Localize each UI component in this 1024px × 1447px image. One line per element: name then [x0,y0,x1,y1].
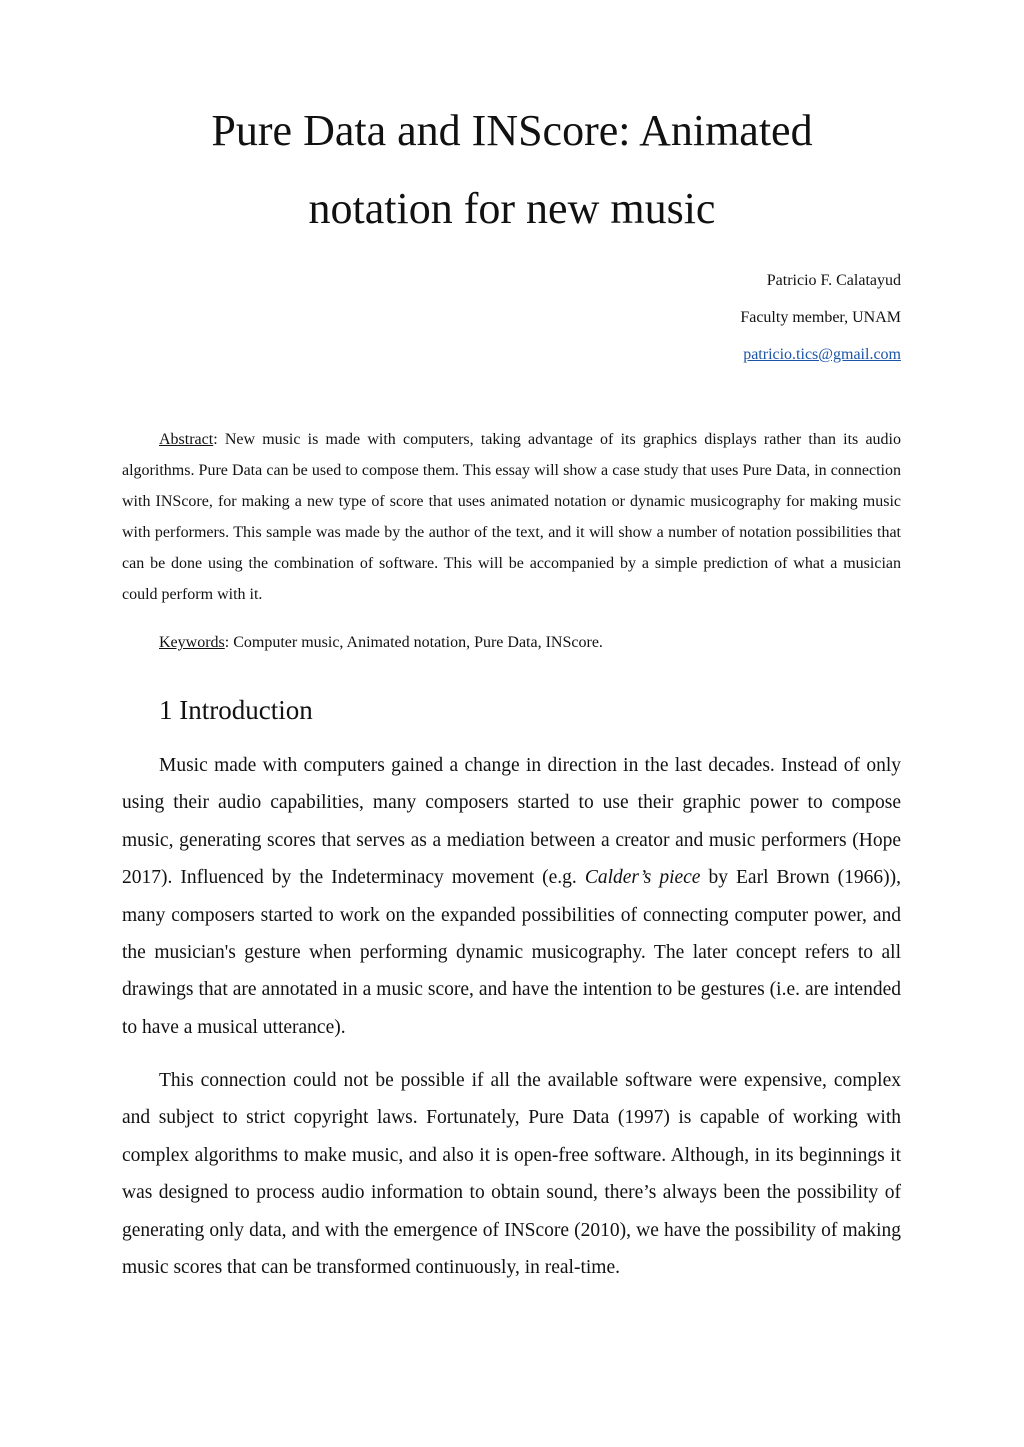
abstract-text: : New music is made with computers, taking advantage of its graphics displays rather than its audio algorithms. Pure Data can be used to compose them. This essay will show a case study that uses Pure Data, in connection with INScore, for making a new type of score that uses animated notation or dynamic musicography for making music with performers. This sample was made by the author of the text, and it will show a number of notation possibilities that can be done using the combination of software. This will be accompanied by a simple prediction of what a musician could perform with it. [122,431,901,603]
title-line-1: Pure Data and INScore: Animated [211,106,813,155]
introduction-paragraph-2: This connection could not be possible if all the available software were expensive, complex and subject to strict copyright laws. Fortunately, Pure Data (1997) is capable of working with complex algorithms to make music, and also it is open-free software. Although, in its beginnings it was designed to process audio information to obtain sound, there’s always been the possibility of generating only data, and with the emergence of INScore (2010), we have the possibility of making music scores that can be transformed continuously, in real-time. [122,1070,901,1279]
introduction-paragraph-1 [122,747,901,1046]
author-email-link[interactable]: patricio.tics@gmail.com [743,346,901,363]
keywords-text: : Computer music, Animated notation, Pure Data, INScore. [224,634,603,651]
abstract-label: Abstract [159,431,214,448]
keywords-label: Keywords [159,634,225,651]
paper-title [0,92,1024,248]
abstract-paragraph [122,424,901,610]
para1-text-end: by Earl Brown (1966)), many composers started to work on the expanded possibilities of connecting computer power, and the musician's gesture when performing dynamic musicography. The later concept refers to all drawings that are annotated in a music score, and have the intention to be gestures (i.e. are intended to have a musical utterance). [122,867,901,1038]
author-affiliation: Faculty member, UNAM [740,309,901,326]
keywords-paragraph [122,627,901,658]
para1-italic-title: Calder’s piece [584,867,701,889]
author-block [740,262,901,373]
title-line-2: notation for new music [308,184,716,233]
author-name: Patricio F. Calatayud [766,272,901,289]
para1-text-start: Music made with computers gained a change in direction in the last decades. Instead of only using their audio capabilities, many composers started to use their graphic power to compose music, generating scores that serves as a mediation between a creator and music performers (Hope 2017). Influenced by the Indeterminacy movement (e.g. [122,755,901,889]
section-heading-introduction: 1 Introduction [159,695,313,725]
